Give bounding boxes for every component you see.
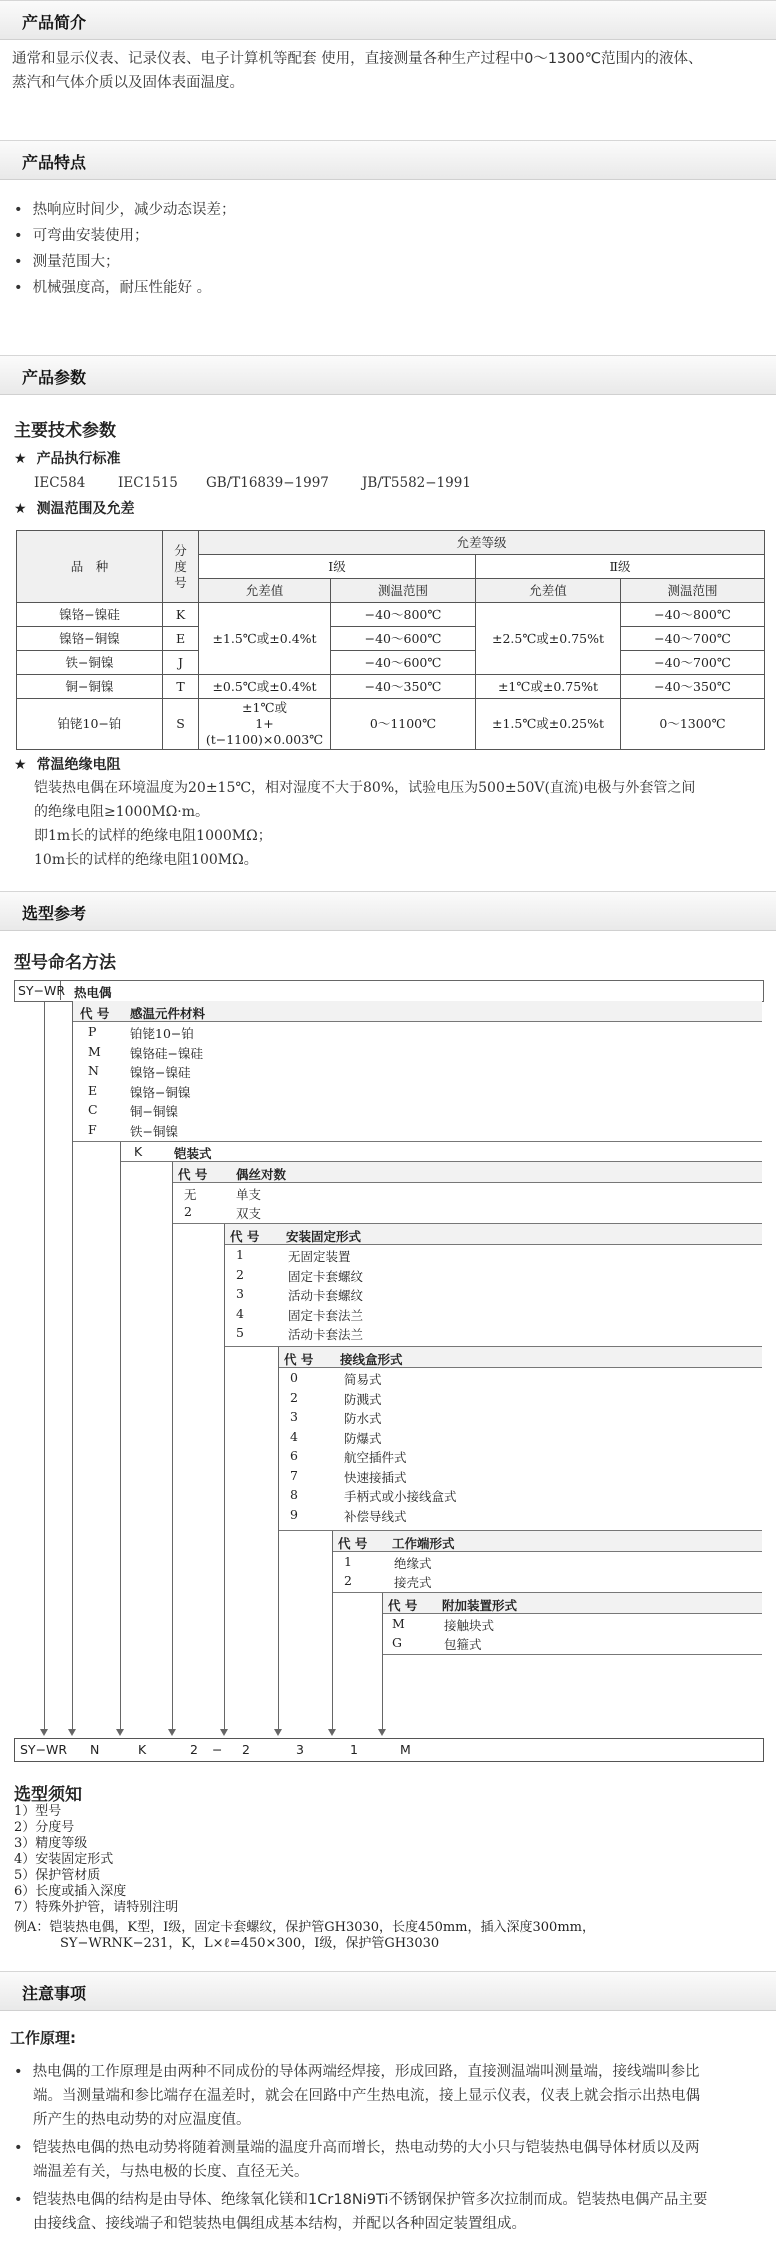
item-label: 补偿导线式 <box>344 1508 407 1524</box>
table-row: 铂铑10−铂 S ±1℃或 1+(t−1100)×0.003℃ 0～1100℃ ±1.5℃或±0.25%t 0～1300℃ <box>17 699 765 750</box>
main-params-title: 主要技术参数 <box>14 421 116 441</box>
item-label: 固定卡套法兰 <box>288 1307 364 1323</box>
output-dash: − <box>212 1742 223 1757</box>
item-code: 2 <box>290 1389 298 1405</box>
feature-item: • 测量范围大； <box>14 250 120 274</box>
model-prefix: SY−WR <box>18 983 66 998</box>
g4-code-header: 代 号 <box>284 1352 314 1367</box>
item-code: 1 <box>236 1247 244 1262</box>
g2-title: 偶丝对数 <box>236 1167 287 1182</box>
header-allow-2: 允差值 <box>476 579 621 603</box>
item-label: 接触块式 <box>444 1618 495 1633</box>
spec-table <box>16 530 765 750</box>
item-label: 铜−铜镍 <box>130 1104 178 1119</box>
feature-item: • 可弯曲安装使用； <box>14 224 149 248</box>
item-code: F <box>88 1121 97 1137</box>
item-label: 绝缘式 <box>394 1556 432 1571</box>
insulation-line-2: 的绝缘电阻≥1000MΩ·m。 <box>34 804 210 820</box>
feature-item: • 热响应时间少，减少动态误差； <box>14 198 236 222</box>
intro-line-1: 通常和显示仪表、记录仪表、电子计算机等配套 使用，直接测量各种生产过程中0～1300℃范围内的液体、 <box>12 51 703 67</box>
g4-title: 接线盒形式 <box>340 1352 403 1367</box>
item-label: 防溅式 <box>344 1391 382 1407</box>
standard-item: IEC584 <box>34 475 86 491</box>
header-index: 分 度 号 <box>163 531 199 603</box>
table-row: 镍铬−镍硅 K ±1.5℃或±0.4%t −40～800℃ ±2.5℃或±0.75%t −40～800℃ <box>17 603 765 627</box>
header-class-2: Ⅱ级 <box>476 555 765 579</box>
g5-code-header: 代 号 <box>338 1536 368 1551</box>
item-code: 3 <box>236 1286 244 1301</box>
item-code: 2 <box>344 1573 352 1588</box>
section-header-attention: 注意事项 <box>0 1971 776 2011</box>
model-prefix-label: 热电偶 <box>74 985 112 1000</box>
item-code: M <box>392 1616 405 1631</box>
principle-title: 工作原理: <box>10 2029 76 2047</box>
item-label: 无固定装置 <box>288 1249 351 1264</box>
item-code: 4 <box>236 1305 244 1321</box>
item-label: 包箍式 <box>444 1637 482 1652</box>
armor-code: K <box>134 1144 143 1159</box>
item-code: 无 <box>184 1187 197 1202</box>
section-header-intro: 产品简介 <box>0 0 776 40</box>
standard-item: IEC1515 <box>118 475 178 491</box>
item-label: 铂铑10−铂 <box>130 1026 194 1041</box>
item-code: 0 <box>290 1370 298 1385</box>
note-item: 7）特殊外护管，请特别注明 <box>14 1900 179 1915</box>
item-label: 接壳式 <box>394 1575 432 1590</box>
item-label: 防水式 <box>344 1411 382 1426</box>
standard-item: GB/T16839−1997 <box>206 475 329 491</box>
naming-title: 型号命名方法 <box>14 953 116 973</box>
g3-code-header: 代 号 <box>230 1229 260 1244</box>
g1-code-header: 代 号 <box>80 1006 110 1021</box>
item-code: C <box>88 1102 98 1117</box>
output-mount: 2 <box>242 1742 250 1757</box>
item-label: 镍铬硅−镍硅 <box>130 1045 203 1061</box>
insulation-line-4: 10m长的试样的绝缘电阻100MΩ。 <box>34 852 258 868</box>
note-item: 4）安装固定形式 <box>14 1852 114 1867</box>
note-item: 1）型号 <box>14 1804 62 1819</box>
g6-code-header: 代 号 <box>388 1598 418 1613</box>
armor-label: 铠装式 <box>174 1146 212 1161</box>
standards-title: ★ 产品执行标准 <box>14 448 121 468</box>
g5-title: 工作端形式 <box>392 1536 455 1551</box>
item-code: 5 <box>236 1325 244 1340</box>
note-item: 6）长度或插入深度 <box>14 1884 127 1899</box>
g1-title: 感温元件材料 <box>130 1006 206 1021</box>
item-label: 简易式 <box>344 1372 382 1387</box>
item-code: 8 <box>290 1487 298 1502</box>
note-item: 5）保护管材质 <box>14 1868 101 1883</box>
intro-line-2: 蒸汽和气体介质以及固体表面温度。 <box>12 75 244 91</box>
item-label: 防爆式 <box>344 1430 382 1446</box>
g3-title: 安装固定形式 <box>286 1229 362 1244</box>
item-code: 6 <box>290 1448 298 1463</box>
item-code: 3 <box>290 1409 298 1424</box>
item-label: 手柄式或小接线盒式 <box>344 1489 457 1504</box>
output-extra: M <box>400 1742 411 1757</box>
item-code: P <box>88 1024 97 1039</box>
item-label: 固定卡套螺纹 <box>288 1268 364 1284</box>
item-code: N <box>88 1063 99 1078</box>
item-code: 4 <box>290 1428 298 1444</box>
output-prefix: SY−WR <box>20 1742 68 1757</box>
section-header-params: 产品参数 <box>0 355 776 395</box>
item-label: 活动卡套螺纹 <box>288 1288 364 1303</box>
item-label: 铁−铜镍 <box>130 1123 178 1139</box>
header-variety: 品 种 <box>17 531 163 603</box>
output-tip: 1 <box>350 1742 358 1757</box>
header-allow-1: 允差值 <box>199 579 331 603</box>
table-row: 铁−铜镍 J −40～600℃ −40～700℃ <box>17 651 765 675</box>
header-class-1: Ⅰ级 <box>199 555 476 579</box>
item-code: 2 <box>236 1266 244 1282</box>
item-label: 活动卡套法兰 <box>288 1327 364 1342</box>
item-label: 快速接插式 <box>344 1469 407 1485</box>
principle-item: • 铠装热电偶的热电动势将随着测量端的温度升高而增长，热电动势的大小只与铠装热电偶导体材质以及两 <box>14 2136 700 2160</box>
note-item: 2）分度号 <box>14 1820 75 1835</box>
item-code: G <box>392 1635 402 1650</box>
output-index: N <box>90 1742 100 1757</box>
insulation-line-1: 铠装热电偶在环境温度为20±15℃，相对湿度不大于80%，试验电压为500±50V(直流)电极与外套管之间 <box>34 780 696 796</box>
range-title: ★ 测温范围及允差 <box>14 498 135 518</box>
g2-code-header: 代 号 <box>178 1167 208 1182</box>
g6-title: 附加装置形式 <box>442 1598 518 1613</box>
insulation-line-3: 即1m长的试样的绝缘电阻1000MΩ； <box>34 828 272 844</box>
header-range-1: 测温范围 <box>331 579 476 603</box>
standard-item: JB/T5582−1991 <box>362 475 471 491</box>
output-pairs: 2 <box>190 1742 198 1757</box>
table-row: 镍铬−铜镍 E −40～600℃ −40～700℃ <box>17 627 765 651</box>
note-item: 3）精度等级 <box>14 1836 88 1851</box>
feature-item: • 机械强度高，耐压性能好 。 <box>14 276 211 300</box>
example-line-1: 例A：铠装热电偶，K型，Ⅰ级，固定卡套螺纹，保护管GH3030，长度450mm，插入深度300mm， <box>14 1920 595 1935</box>
item-code: 1 <box>344 1554 352 1569</box>
table-row: 铜−铜镍 T ±0.5℃或±0.4%t −40～350℃ ±1℃或±0.75%t −40～350℃ <box>17 675 765 699</box>
item-code: 9 <box>290 1506 298 1522</box>
section-header-features: 产品特点 <box>0 140 776 180</box>
insulation-title: ★ 常温绝缘电阻 <box>14 754 121 774</box>
principle-item: • 铠装热电偶的结构是由导体、绝缘氧化镁和1Cr18Ni9Ti不锈钢保护管多次拉制而成。铠装热电偶产品主要 <box>14 2188 707 2212</box>
model-output-box <box>14 1738 764 1762</box>
output-box: 3 <box>296 1742 304 1757</box>
header-range-2: 测温范围 <box>621 579 765 603</box>
item-code: E <box>88 1082 98 1098</box>
item-label: 镍铬−铜镍 <box>130 1084 191 1100</box>
notes-title: 选型须知 <box>14 1785 82 1805</box>
principle-item: • 热电偶的工作原理是由两种不同成份的导体两端经焊接，形成回路，直接测温端叫测量端，接线端叫参比 <box>14 2060 700 2084</box>
item-code: 7 <box>290 1467 298 1483</box>
item-code: 2 <box>184 1204 192 1219</box>
header-tolerance: 允差等级 <box>199 531 765 555</box>
item-label: 镍铬−镍硅 <box>130 1065 191 1080</box>
output-armor: K <box>138 1742 147 1757</box>
item-label: 航空插件式 <box>344 1450 407 1465</box>
item-label: 单支 <box>236 1187 262 1202</box>
item-code: M <box>88 1043 101 1059</box>
example-line-2: SY−WRNK−231，K，L×ℓ=450×300，Ⅰ级，保护管GH3030 <box>60 1936 440 1951</box>
item-label: 双支 <box>236 1206 262 1221</box>
section-header-selection: 选型参考 <box>0 891 776 931</box>
